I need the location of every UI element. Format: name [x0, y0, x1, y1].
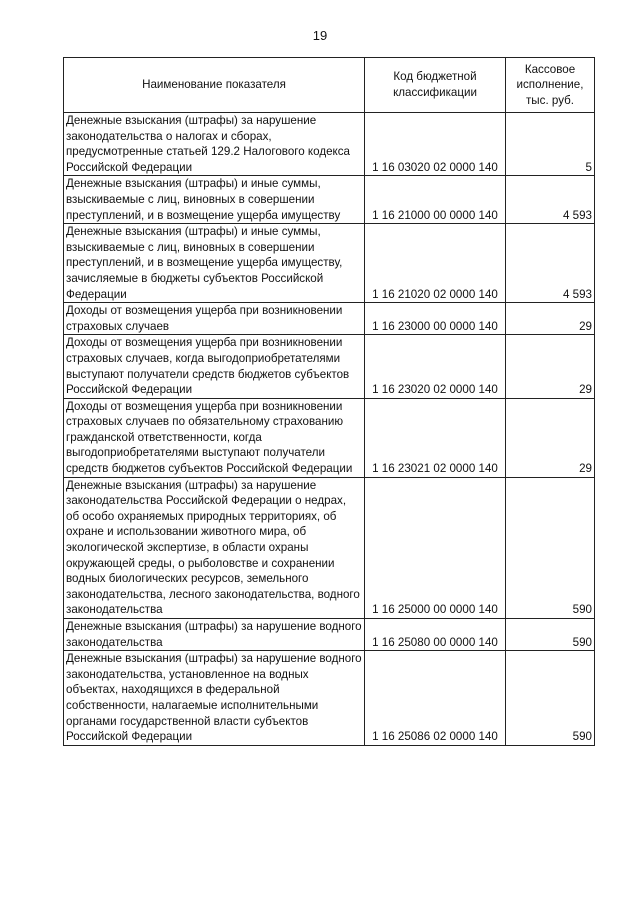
row-code: 1 16 23021 02 0000 140 — [365, 398, 506, 477]
row-amount: 29 — [506, 303, 595, 335]
row-name: Денежные взыскания (штрафы) за нарушение законодательства Российской Федерации о недрах, об особо охраняемых природных территориях, об охране и использовании животного мира, об экологической экспертизе, в области охраны окружающей среды, о рыболовстве и сохранении водных биологических ресурсов, земельного законодательства, лесного законодательства, водного законодательства — [64, 477, 365, 618]
revenue-table — [63, 57, 595, 746]
table-header-row — [64, 58, 595, 113]
table-row — [64, 477, 595, 618]
row-code: 1 16 03020 02 0000 140 — [365, 113, 506, 176]
table-row — [64, 619, 595, 651]
row-code: 1 16 23000 00 0000 140 — [365, 303, 506, 335]
header-amount: Кассовое исполнение, тыс. руб. — [506, 58, 595, 113]
row-amount: 5 — [506, 113, 595, 176]
row-code: 1 16 25080 00 0000 140 — [365, 619, 506, 651]
header-name: Наименование показателя — [64, 58, 365, 113]
row-name: Денежные взыскания (штрафы) и иные суммы, взыскиваемые с лиц, виновных в совершении преступлений, и в возмещение ущерба имуществу — [64, 176, 365, 224]
table-row — [64, 651, 595, 746]
table-row — [64, 335, 595, 398]
table-row — [64, 398, 595, 477]
row-code: 1 16 25086 02 0000 140 — [365, 651, 506, 746]
page-number: 19 — [312, 28, 328, 43]
row-name: Денежные взыскания (штрафы) за нарушение законодательства о налогах и сборах, предусмотренные статьей 129.2 Налогового кодекса Российской Федерации — [64, 113, 365, 176]
row-code: 1 16 21020 02 0000 140 — [365, 224, 506, 303]
row-amount: 590 — [506, 651, 595, 746]
table-row — [64, 113, 595, 176]
row-name: Денежные взыскания (штрафы) за нарушение водного законодательства — [64, 619, 365, 651]
row-name: Доходы от возмещения ущерба при возникновении страховых случаев, когда выгодоприобретателями выступают получатели средств бюджетов субъектов Российской Федерации — [64, 335, 365, 398]
table-row — [64, 303, 595, 335]
row-name: Доходы от возмещения ущерба при возникновении страховых случаев по обязательному страхованию гражданской ответственности, когда выгодоприобретателями выступают получатели средств бюджетов субъектов Российской Федерации — [64, 398, 365, 477]
row-amount: 29 — [506, 398, 595, 477]
header-code: Код бюджетной классификации — [365, 58, 506, 113]
row-amount: 4 593 — [506, 224, 595, 303]
row-amount: 29 — [506, 335, 595, 398]
row-code: 1 16 25000 00 0000 140 — [365, 477, 506, 618]
row-amount: 590 — [506, 619, 595, 651]
row-name: Доходы от возмещения ущерба при возникновении страховых случаев — [64, 303, 365, 335]
row-name: Денежные взыскания (штрафы) и иные суммы, взыскиваемые с лиц, виновных в совершении преступлений, и в возмещение ущерба имуществу, зачисляемые в бюджеты субъектов Российской Федерации — [64, 224, 365, 303]
row-amount: 590 — [506, 477, 595, 618]
row-name: Денежные взыскания (штрафы) за нарушение водного законодательства, установленное на водных объектах, находящихся в федеральной собственности, налагаемые исполнительными органами государственной власти субъектов Российской Федерации — [64, 651, 365, 746]
row-code: 1 16 23020 02 0000 140 — [365, 335, 506, 398]
table-row — [64, 224, 595, 303]
row-amount: 4 593 — [506, 176, 595, 224]
row-code: 1 16 21000 00 0000 140 — [365, 176, 506, 224]
table-row — [64, 176, 595, 224]
